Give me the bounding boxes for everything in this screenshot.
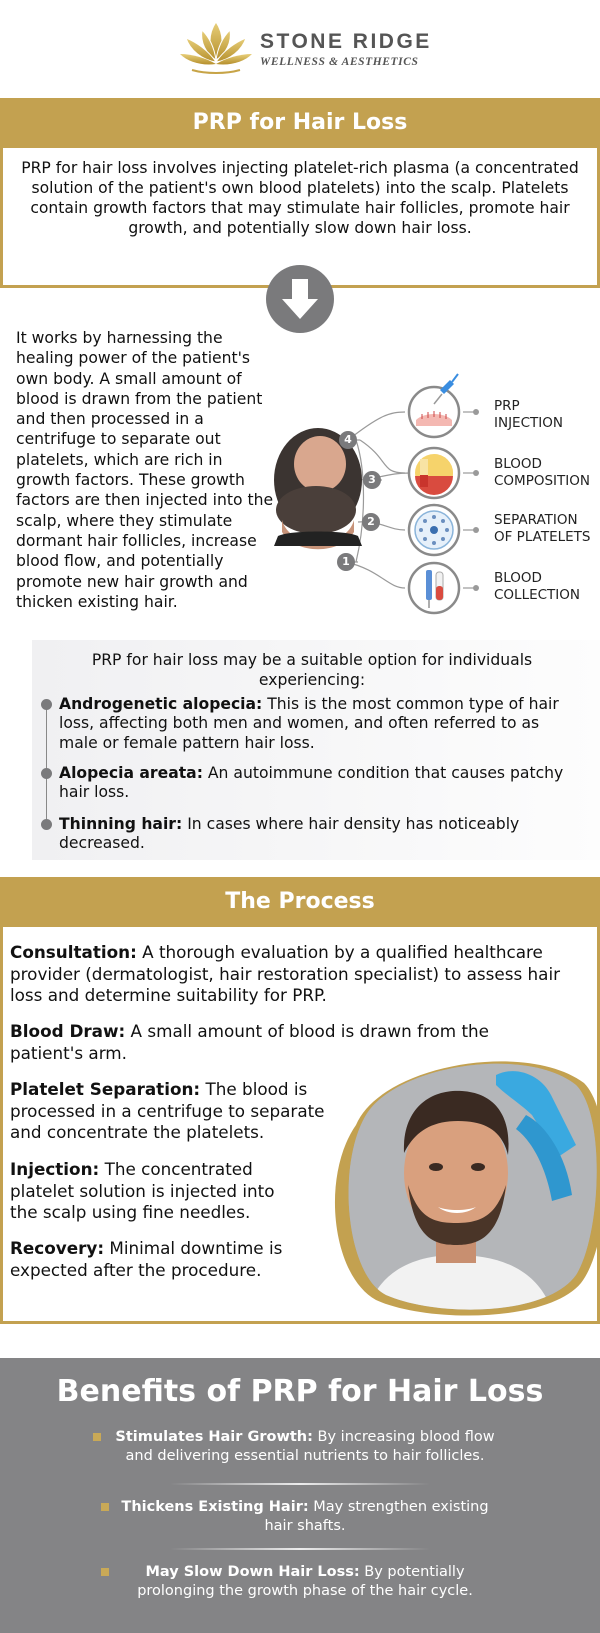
bullet-dot <box>41 699 52 710</box>
bullet-dot <box>41 768 52 779</box>
section-title-prp: PRP for Hair Loss <box>0 98 600 148</box>
step-label-prp-injection: PRP INJECTION <box>494 398 563 431</box>
process-step-injection: Injection: The concentrated platelet solution is injected into the scalp using fine needles. <box>10 1159 275 1222</box>
process-step-recovery: Recovery: Minimal downtime is expected after the procedure. <box>10 1238 283 1280</box>
logo <box>178 18 432 80</box>
blood-collection-icon <box>409 563 459 613</box>
benefit-item-slow-loss: May Slow Down Hair Loss: By potentially prolonging the growth phase of the hair cycle. <box>137 1564 473 1599</box>
benefit-item-hair-growth: Stimulates Hair Growth: By increasing blood flow and delivering essential nutrients to hair follicles. <box>115 1429 495 1464</box>
section-title-process: The Process <box>0 877 600 927</box>
brand-name: STONE RIDGE <box>260 30 432 53</box>
brand-tagline: WELLNESS & AESTHETICS <box>260 56 419 68</box>
step-number-2: 2 <box>367 515 375 528</box>
benefit-divider <box>170 1548 430 1550</box>
list-item-androgenetic: Androgenetic alopecia: This is the most common type of hair loss, affecting both men and women, and often referred to as male or female pattern hair loss. <box>59 695 559 752</box>
benefit-divider <box>170 1483 430 1485</box>
bullet-dot <box>41 819 52 830</box>
benefit-item-thickens: Thickens Existing Hair: May strengthen existing hair shafts. <box>121 1499 489 1534</box>
injection-icon <box>409 374 459 437</box>
step-label-separation: SEPARATION OF PLATELETS <box>494 512 591 545</box>
list-item-alopecia-areata: Alopecia areata: An autoimmune condition that causes patchy hair loss. <box>59 764 564 802</box>
blood-composition-icon <box>409 448 459 498</box>
step-number-4: 4 <box>344 433 352 446</box>
arrow-down-icon <box>266 265 334 333</box>
step-number-1: 1 <box>342 555 350 568</box>
intro-text: PRP for hair loss involves injecting platelet-rich plasma (a concentrated solution of the patient's own blood platelets) into the scalp. Platelets contain growth factors that may stimulate hair follicles, promote hair growth, and potentially slow down hair loss. <box>21 159 579 237</box>
process-step-platelet-separation: Platelet Separation: The blood is processed in a centrifuge to separate and concentrate the platelets. <box>10 1079 325 1142</box>
patient-portrait <box>326 1055 598 1317</box>
bullet-square <box>101 1503 109 1511</box>
process-step-blood-draw: Blood Draw: A small amount of blood is drawn from the patient's arm. <box>10 1021 490 1063</box>
platelets-icon <box>409 505 459 555</box>
bullet-connector-line <box>46 705 47 825</box>
step-label-blood-composition: BLOOD COMPOSITION <box>494 456 590 489</box>
list-item-thinning-hair: Thinning hair: In cases where hair density has noticeably decreased. <box>59 815 520 853</box>
bullet-square <box>101 1568 109 1576</box>
how-it-works-text: It works by harnessing the healing power of the patient's own body. A small amount of blood is drawn from the patient and then processed in a centrifuge to separate out platelets, which are rich in growth factors. These growth factors are then injected into the scalp, where they stimulate dormant hair follicles, increase blood flow, and potentially promote new hair growth and thicken existing hair. <box>16 329 274 611</box>
step-label-blood-collection: BLOOD COLLECTION <box>494 570 581 603</box>
process-step-consultation: Consultation: A thorough evaluation by a qualified healthcare provider (dermatologist, hair restoration specialist) to assess hair loss and determine suitability for PRP. <box>10 942 561 1005</box>
lotus-icon <box>178 18 254 80</box>
suitability-title: PRP for hair loss may be a suitable option for individuals experiencing: <box>91 651 533 689</box>
benefits-title: Benefits of PRP for Hair Loss <box>56 1374 544 1409</box>
step-number-3: 3 <box>368 473 376 486</box>
